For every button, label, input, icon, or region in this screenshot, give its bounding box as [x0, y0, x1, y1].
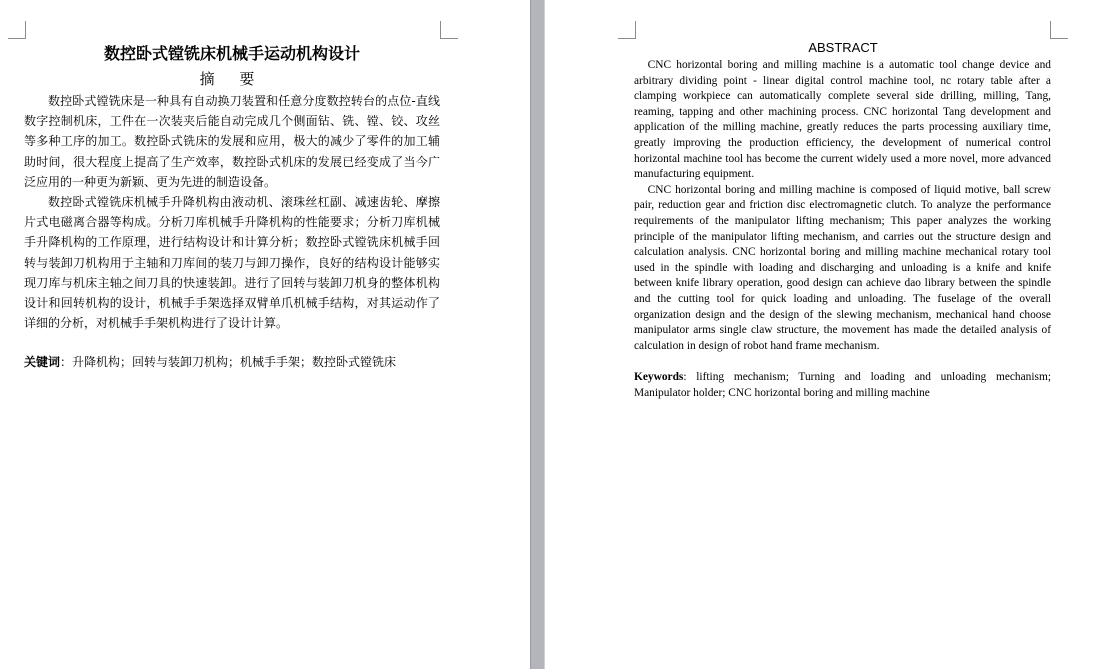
abstract-paragraph: 数控卧式镗铣床是一种具有自动换刀装置和任意分度数控转台的点位-直线数字控制机床，工件在一次装夹后能自动完成几个侧面钻、铣、镗、铰、攻丝等多种工序的加工。数控卧式铣床的发展和应用，极大的减少了零件的加工辅助时间，很大程度上提高了生产效率，数控卧式机床的发展已经变成了当今广泛应用的一种更为新颖、更为先进的制造设备。	[24, 94, 440, 189]
keywords-label: Keywords	[634, 371, 684, 383]
margin-corner-mark	[618, 21, 636, 39]
abstract-body	[24, 91, 440, 333]
english-abstract-page	[545, 0, 1096, 669]
chinese-abstract-page	[0, 0, 530, 669]
margin-corner-mark	[8, 21, 26, 39]
document-title: 数控卧式镗铣床机械手运动机构设计	[103, 44, 360, 63]
abstract-paragraph: 数控卧式镗铣床机械手升降机构由液动机、滚珠丝杠副、减速齿轮、摩擦片式电磁离合器等构成。分析刀库机械手升降机构的性能要求；分析刀库机械手升降机构的工作原理，进行结构设计和计算分析；数控卧式镗铣床机械手回转与装卸刀机构用于主轴和刀库间的装刀与卸刀操作，良好的结构设计能够实现刀库与机床主轴之间刀具的快速装卸。进行了回转与装卸刀机身的整体机构设计和回转机构的设计，机械手手架选择双臂单爪机械手结构，对其运动作了详细的分析，对机械手手架机构进行了设计计算。	[24, 195, 440, 331]
keywords-line	[24, 352, 440, 372]
margin-corner-mark	[1050, 21, 1068, 39]
keywords-text: : lifting mechanism; Turning and loading and unloading mechanism; Manipulator holder; CNC horizontal boring and milling machine	[634, 371, 1051, 399]
abstract-paragraph: CNC horizontal boring and milling machine is a automatic tool change device and arbitrary dividing point - linear digital control machine tool, nc rotary table after a clamping workpiece can automatically complete several side drilling, milling, Tang, reaming, tapping and other machining process. CNC horizontal Tang development and application of the milling machine, greatly reduces the parts processing auxiliary time, greatly improving the production efficiency, the development of numerical control horizontal machine tool has become the current widely used a more novel, more advanced manufacturing equipment.	[634, 59, 1051, 181]
abstract-paragraph: CNC horizontal boring and milling machine is composed of liquid motive, ball screw pair, reduction gear and friction disc electromagnetic clutch. To analyze the performance requirements of the manipulator lifting mechanism; This paper analyzes the working principle of the manipulator lifting mechanism, and carries out the structure design and calculation analysis. CNC horizontal boring and milling machine mechanical rotary tool used in the spindle with loading and discharging and unloading is a knife and knife between knife library operation, good design can achieve dao library between the spindle and the cutting tool for quick loading and unloading. The fuselage of the overall organization design and the design of the slewing mechanism, mechanical hand choose manipulator arms single claw structure, the movement has made the detailed analysis of calculation in design of robot hand frame mechanism.	[634, 183, 1051, 352]
page-gutter	[530, 0, 545, 669]
abstract-title: ABSTRACT	[808, 40, 878, 55]
abstract-body	[634, 58, 1051, 354]
keywords-text: ：升降机构；回转与装卸刀机构；机械手手架；数控卧式镗铣床	[60, 355, 397, 369]
margin-corner-mark	[440, 21, 458, 39]
keywords-label: 关键词	[24, 355, 61, 369]
abstract-heading: 摘 要	[199, 70, 265, 88]
keywords-line	[634, 370, 1051, 401]
